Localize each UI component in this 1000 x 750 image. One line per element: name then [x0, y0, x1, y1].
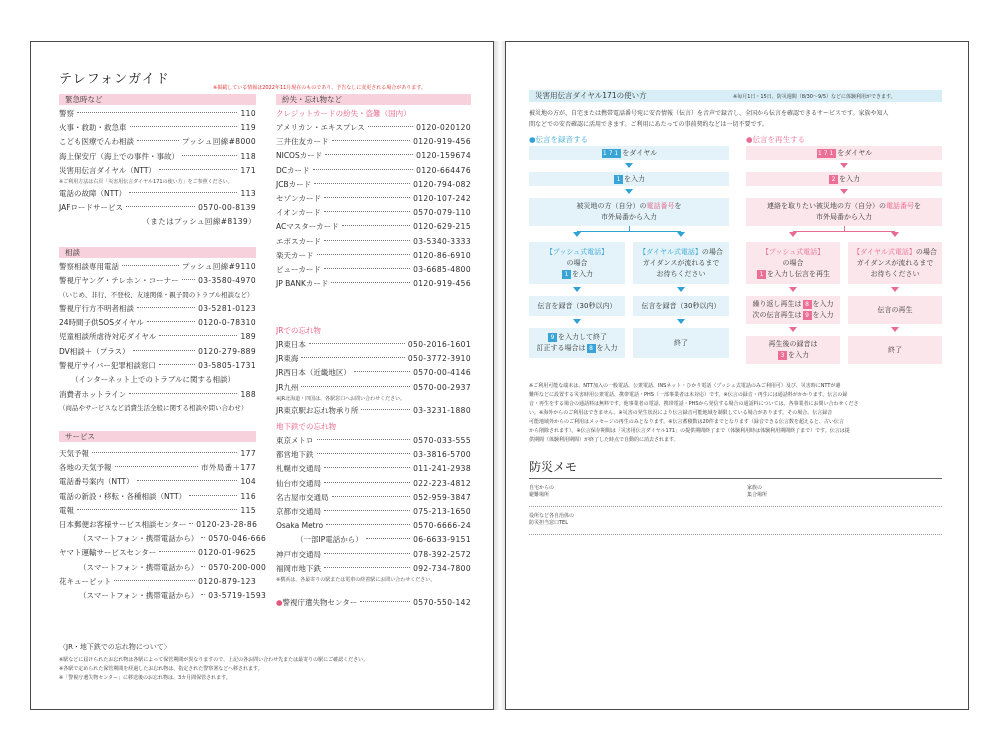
jr-list-2: [276, 404, 471, 418]
subway-list: [276, 434, 471, 576]
dial171-intro: [529, 108, 944, 130]
note-line: から削除されます）。※伝言保存期間は「災害用伝言ダイヤル171」の提供期間終了まで（体験利用時は体験利用期間終了まで）です。伝言は提: [529, 428, 850, 434]
list-item: 天気予報 177: [59, 449, 256, 458]
record-end-right-box: 終了: [633, 328, 729, 358]
list-item: （スマートフォン・携帯電話から） 0570-046-666: [79, 534, 267, 544]
footer-notes: [59, 656, 479, 683]
list-item: JR九州 0570-00-2937: [276, 382, 471, 392]
list-item: JCBカード 0120-794-082: [276, 179, 471, 189]
list-item: 電話の新設・移転・各種相談（NTT） 116: [59, 491, 256, 501]
list-item: （スマートフォン・携帯電話から） 03-5719-1593: [79, 590, 267, 600]
list-item: 警察 110: [59, 109, 256, 118]
down-arrow-icon: [677, 287, 685, 292]
list-item: 24時間子供SOSダイヤル 0120-0-78310: [59, 318, 256, 328]
jr-heading: JRでの忘れ物: [276, 326, 321, 335]
down-arrow-icon: [840, 163, 848, 168]
list-item: 都営地下鉄 03-3816-5700: [276, 450, 471, 460]
emergency-list: [59, 107, 256, 178]
list-item: ACマスターカード 0120-629-215: [276, 222, 471, 232]
list-item: 札幌市交通局 011-241-2938: [276, 464, 471, 474]
record-push-box: 【プッシュ式電話】 の場合 1 を入力: [529, 242, 625, 284]
list-item: 各地の天気予報 市外局番＋177: [59, 463, 256, 473]
consult-sub-3: （商品やサービスなど消費生活全般に関する相談や問い合わせ）: [59, 404, 248, 412]
play-after-box: 再生後の録音は 3 を入力: [746, 336, 840, 364]
list-item: ビューカード 03-6685-4800: [276, 264, 471, 274]
down-arrow-icon: [891, 232, 899, 237]
down-arrow-icon: [789, 327, 797, 332]
down-arrow-icon: [625, 163, 633, 168]
jaf-sub: （またはプッシュ回線#8139）: [142, 217, 256, 226]
list-item: 警視庁行方不明者相談 03-5281-0123: [59, 304, 256, 313]
down-arrow-icon: [677, 232, 685, 237]
emergency-header: 緊急時など: [59, 94, 256, 105]
list-item: DV相談＋（プラス） 0120-279-889: [59, 346, 256, 356]
note-line: 可能地域外からのご利用はメッセージの再生のみとなります。※伝言蓄積数は20件までとなります（録音できる伝言数を超えると、古い伝言: [529, 419, 844, 425]
dial171-notes: [529, 382, 947, 445]
play-end-box: 終了: [848, 336, 942, 364]
emergency-list-2: [59, 187, 256, 215]
down-arrow-icon: [573, 287, 581, 292]
list-item: 電話番号案内（NTT） 104: [59, 477, 256, 487]
list-item: 日本郵便お客様サービス相談センター 0120-23-28-86: [59, 519, 258, 529]
play-phone-box: 連絡を取りたい被災地の方（自分）の電話番号を 市外局番から入力: [746, 198, 942, 226]
play-dial-type-box: 【ダイヤル式電話】の場合 ガイダンスが流れるまで お待ちください: [848, 242, 942, 284]
list-item: 災害用伝言ダイヤル（NTT） 171: [59, 165, 256, 175]
note-line: 間などでの安否確認に活用できます。ご利用にあたっての事前契約などは一切不要です。: [529, 121, 769, 128]
list-item: （スマートフォン・携帯電話から） 0570-200-000: [79, 562, 267, 572]
down-arrow-icon: [573, 319, 581, 324]
list-item: イオンカード 0570-079-110: [276, 208, 471, 218]
down-arrow-icon: [677, 319, 685, 324]
dial171-header: 災害用伝言ダイヤル171の使い方: [529, 90, 942, 102]
record-heading: ●伝言を録音する: [529, 135, 589, 144]
play-message-box: 伝言の再生: [848, 296, 942, 324]
record-bullet-icon: ●: [529, 135, 536, 144]
list-item: エポスカード 03-5340-3333: [276, 236, 471, 246]
list-item: NICOSカード 0120-159674: [276, 151, 471, 161]
subway-heading: 地下鉄での忘れ物: [276, 422, 336, 431]
note-line: 音・再生をする場合の通話料は無料です。他事業者の電話、携帯電話・PHSから発信する場合の通話料については、各事業者にお問い合わせくださ: [529, 401, 859, 407]
list-item: 神戸市交通局 078-392-2572: [276, 549, 471, 559]
down-arrow-icon: [789, 287, 797, 292]
list-item: ヤマト運輸サービスセンター 0120-01-9625: [59, 548, 256, 558]
page-title: テレフォンガイド: [59, 72, 170, 87]
list-item: JR東京駅お忘れ物承り所 03-3231-1880: [276, 406, 471, 415]
note-line: ※駅などに届けられたお忘れ物は各駅によって保管期間が異なりますので、上記の各お問い合わせ先または最寄りの駅にご確認ください。: [59, 657, 369, 663]
list-item: JAFロードサービス 0570-00-8139: [59, 203, 256, 213]
list-item: 楽天カード 0120-86-6910: [276, 250, 471, 260]
notice: ※掲載している情報は2022年11月現在のものであり、予告なしに変更される場合があります。: [213, 85, 426, 91]
record-left-box: 伝言を録音（30秒以内）: [529, 296, 625, 316]
list-item: 三井住友カード 0120-919-456: [276, 137, 471, 147]
note-line: ※各駅で定められた保管期間を経過したお忘れ物は、指定された警察署などへ移されます。: [59, 666, 263, 672]
record-phone-box: 被災地の方（自分）の電話番号を 市外局番から入力: [529, 198, 729, 226]
dial171-period: ※毎月1日・15日、防災週間（8/30〜9/5）などに体験利用ができます。: [733, 94, 896, 100]
memo-meeting-label: 家族の 集合場所: [747, 485, 768, 498]
jr-note: ※JR北海道・四国は、各駅窓口へお問い合わせください。: [276, 396, 406, 402]
record-dial-box: 171 をダイヤル: [529, 146, 729, 160]
emergency-note: ※ご利用方法は右頁「災害用伝言ダイヤル171の使い方」をご参照ください。: [59, 179, 233, 185]
left-page: [30, 41, 494, 710]
record-step-box: 1 を入力: [529, 172, 729, 186]
list-item: 福岡市地下鉄 092-734-7800: [276, 563, 471, 573]
memo-evacuation-label: 自宅からの 避難場所: [529, 485, 555, 498]
list-item: セゾンカード 0120-107-242: [276, 193, 471, 203]
record-right-box: 伝言を録音（30秒以内）: [633, 296, 729, 316]
note-line: ※ご利用可能な端末は、NTT加入の一般電話、公衆電話、INSネット・ひかり電話（プッシュ式電話のみご利用可）及び、災害時にNTTが避: [529, 383, 841, 389]
down-arrow-icon: [840, 189, 848, 194]
consult-list-2: [59, 302, 256, 373]
list-item: 警視庁サイバー犯罪相談窓口 03-5805-1731: [59, 360, 256, 370]
list-item: 電報 115: [59, 505, 256, 515]
play-step-box: 2 を入力: [746, 172, 942, 186]
list-item: 警察相談専用電話 プッシュ回線#9110: [59, 262, 256, 271]
list-item: JR東海 050-3772-3910: [276, 354, 471, 364]
note-line: 供期間（体験利用期間）が終了した時点で自動的に消去されます。: [529, 437, 679, 443]
down-arrow-icon: [891, 287, 899, 292]
jr-list: [276, 338, 471, 395]
down-arrow-icon: [891, 327, 899, 332]
list-item: 海上保安庁（海上での事件・事故） 118: [59, 151, 256, 161]
down-arrow-icon: [789, 232, 797, 237]
list-item: アメリカン・エキスプレス 0120-020120: [276, 123, 471, 132]
subway-note: ※横浜は、各最寄りの駅または電車の終着駅にお問い合わせください。: [276, 577, 436, 583]
memo-office-label: 役所など各自治体の 防災担当窓口TEL: [529, 513, 575, 526]
memo-title: 防災メモ: [529, 460, 578, 474]
list-item: Osaka Metro 0570-6666-24: [276, 521, 471, 531]
footer-title: 〈JR・地下鉄での忘れ物について〉: [59, 643, 171, 651]
list-item: 仙台市交通局 022-223-4812: [276, 478, 471, 488]
lost-header: 紛失・忘れ物など: [276, 94, 471, 105]
note-line: ※「警視庁遺失物センター」に移送後のお忘れ物は、3カ月間保管されます。: [59, 675, 231, 681]
note-line: 被災地の方が、自宅または携帯電話番号宛に安否情報（伝言）を音声で録音し、全国から伝言を確認できるサービスです。家族や知人: [529, 110, 889, 117]
list-item: DCカード 0120-664476: [276, 165, 471, 175]
record-end-left-box: 9 を入力して終了 訂正する場合は 8 を入力: [529, 328, 625, 358]
list-item: 消費者ホットライン 188: [59, 390, 256, 399]
service-list: [59, 447, 267, 603]
right-page: [505, 41, 969, 710]
play-repeat-box: 繰り返し再生は 8 を入力 次の伝言再生は 9 を入力: [746, 296, 840, 324]
list-item: 東京メトロ 0570-033-555: [276, 436, 471, 445]
note-line: い。※海外からのご利用はできません。※災害の発生状況により伝言録音可能地域を制限している場合があります。その場合、伝言録音: [529, 410, 833, 416]
down-arrow-icon: [625, 189, 633, 194]
card-list: [276, 121, 471, 291]
consult-header: 相談: [59, 247, 256, 258]
list-item: JR東日本 050-2016-1601: [276, 340, 471, 349]
play-heading: ●伝言を再生する: [746, 135, 806, 144]
play-bullet-icon: ●: [746, 135, 753, 144]
play-dial-box: 171 をダイヤル: [746, 146, 942, 160]
card-heading: クレジットカードの紛失・盗難（国内）: [276, 109, 411, 118]
list-item: JP BANKカード 0120-919-456: [276, 279, 471, 289]
list-item: こども医療でんわ相談 プッシュ回線#8000: [59, 137, 256, 147]
bullet-icon: ●: [276, 598, 283, 607]
list-item: （一部IP電話から） 06-6633-9151: [296, 535, 471, 545]
list-item: 児童相談所虐待対応ダイヤル 189: [59, 332, 256, 342]
list-item: 花キューピット 0120-879-123: [59, 576, 256, 586]
service-header: サービス: [59, 431, 256, 442]
book-gutter: [494, 41, 505, 710]
consult-sub-1: （いじめ、非行、不登校、友達関係・親子間のトラブル相談など）: [59, 291, 254, 299]
list-item: 名古屋市交通局 052-959-3847: [276, 492, 471, 502]
list-item: 京都市交通局 075-213-1650: [276, 506, 471, 516]
consult-list: [59, 260, 256, 288]
list-item: 電話の故障（NTT） 113: [59, 189, 256, 198]
note-line: 難所などに設置する災害時用公衆電話、携帯電話・PHS（一部事業者は未対応）です。※伝言の録音・再生には通話料がかかります。伝言の録: [529, 392, 848, 398]
consult-sub-2: （インターネット上でのトラブルに関する相談）: [71, 375, 236, 384]
list-item: JR西日本（近畿地区） 0570-00-4146: [276, 368, 471, 378]
record-dial-type-box: 【ダイヤル式電話】の場合 ガイダンスが流れるまで お待ちください: [633, 242, 729, 284]
lost-property-center: ●警視庁遺失物センター 0570-550-142: [276, 598, 471, 607]
list-item: 火事・救助・救急車 119: [59, 123, 256, 133]
play-push-box: 【プッシュ式電話】 の場合 1 を入力し伝言を再生: [746, 242, 840, 284]
list-item: 警視庁ヤング・テレホン・コーナー 03-3580-4970: [59, 276, 256, 286]
down-arrow-icon: [573, 232, 581, 237]
